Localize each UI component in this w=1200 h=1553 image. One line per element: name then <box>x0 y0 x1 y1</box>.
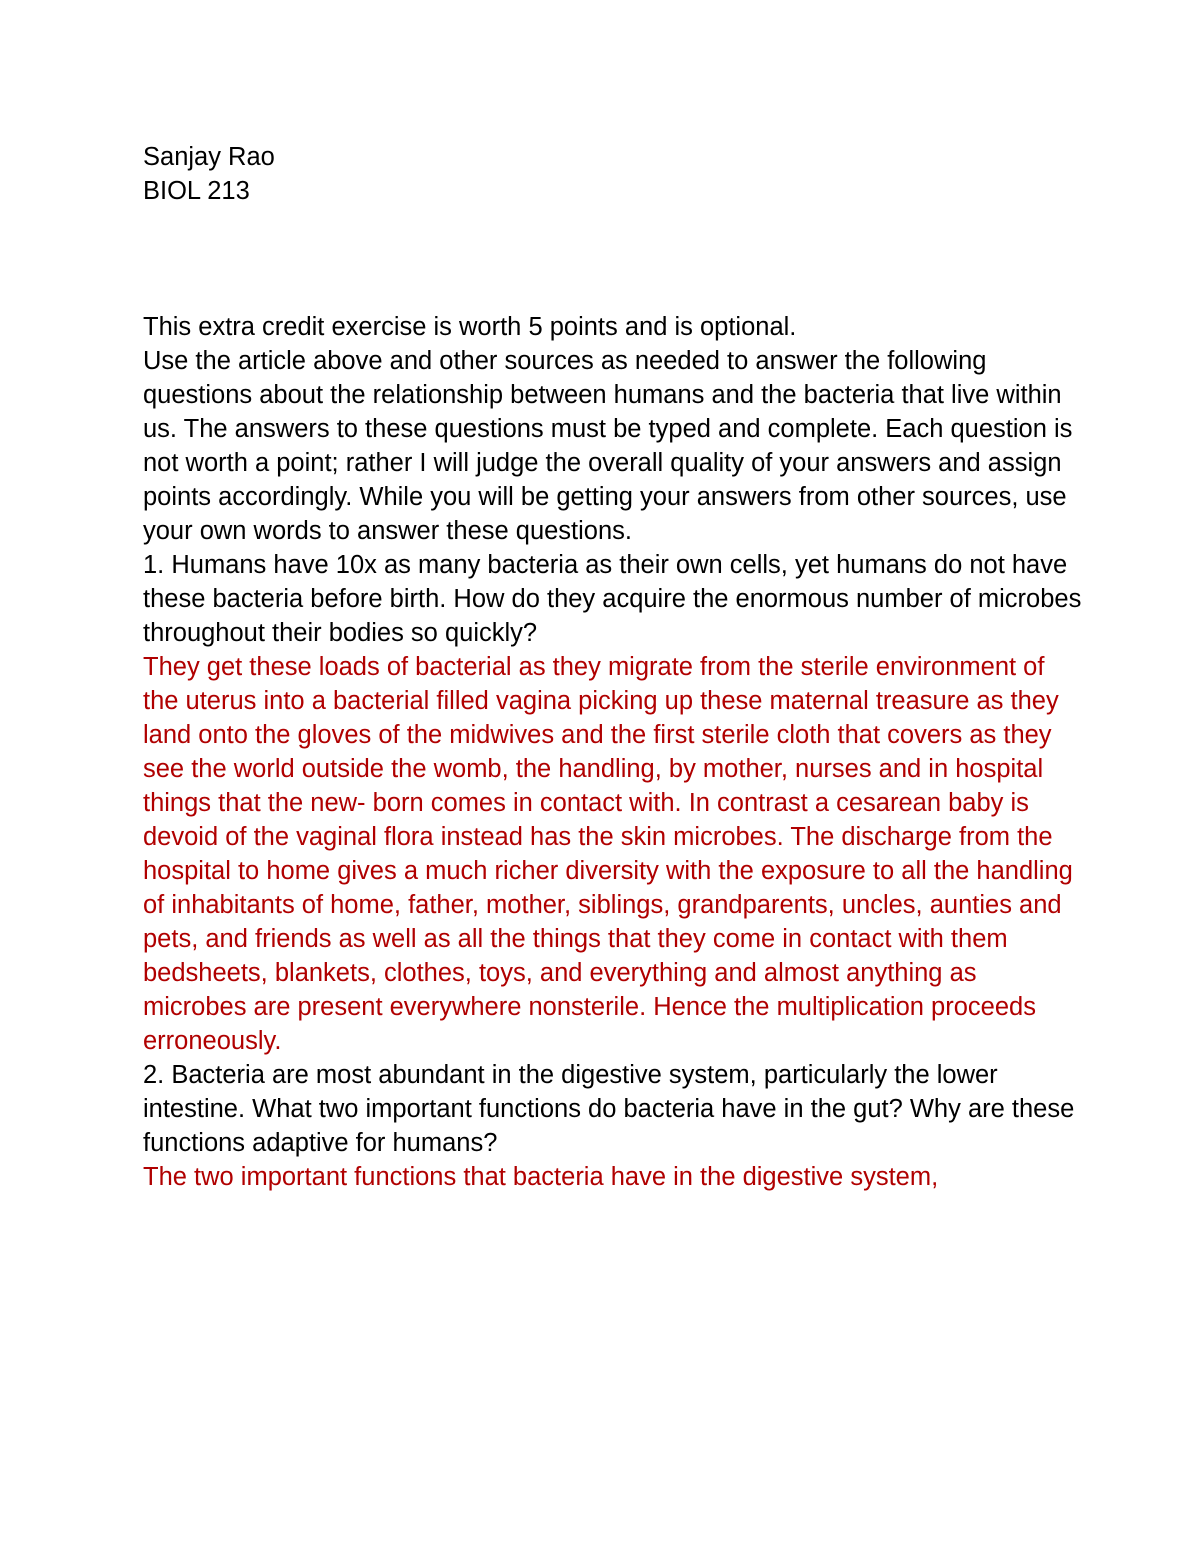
course-code: BIOL 213 <box>143 177 250 205</box>
answer-1: They get these loads of bacterial as they migrate from the sterile environment of the uterus into a bacterial filled vagina picking up these maternal treasure as they land onto the gloves of the midwives and the first sterile cloth that covers as they see the world outside the womb, the handling, by mother, nurses and in hospital things that the new- born comes in contact with. In contrast a cesarean baby is devoid of the vaginal flora instead has the skin microbes. The discharge from the hospital to home gives a much richer diversity with the exposure to all the handling of inhabitants of home, father, mother, siblings, grandparents, uncles, aunties and pets, and friends as well as all the things that they come in contact with them bedsheets, blankets, clothes, toys, and everything and almost anything as microbes are present everywhere nonsterile. Hence the multiplication proceeds erroneously. <box>143 653 1073 1055</box>
document-content <box>143 140 1083 1194</box>
instructions-paragraph: Use the article above and other sources as needed to answer the following questions about the relationship between humans and the bacteria that live within us. The answers to these questions must be typed and complete. Each question is not worth a point; rather I will judge the overall quality of your answers and assign points accordingly. While you will be getting your answers from other sources, use your own words to answer these questions. <box>143 347 1073 545</box>
question-1: 1. Humans have 10x as many bacteria as their own cells, yet humans do not have these bacteria before birth. How do they acquire the enormous number of microbes throughout their bodies so quickly? <box>143 551 1082 647</box>
answer-2: The two important functions that bacteria have in the digestive system, <box>143 1163 939 1191</box>
question-2: 2. Bacteria are most abundant in the digestive system, particularly the lower intestine. What two important functions do bacteria have in the gut? Why are these functions adaptive for humans? <box>143 1061 1075 1157</box>
student-name: Sanjay Rao <box>143 143 275 171</box>
intro-text: This extra credit exercise is worth 5 points and is optional. <box>143 313 797 341</box>
student-header <box>143 140 1083 208</box>
